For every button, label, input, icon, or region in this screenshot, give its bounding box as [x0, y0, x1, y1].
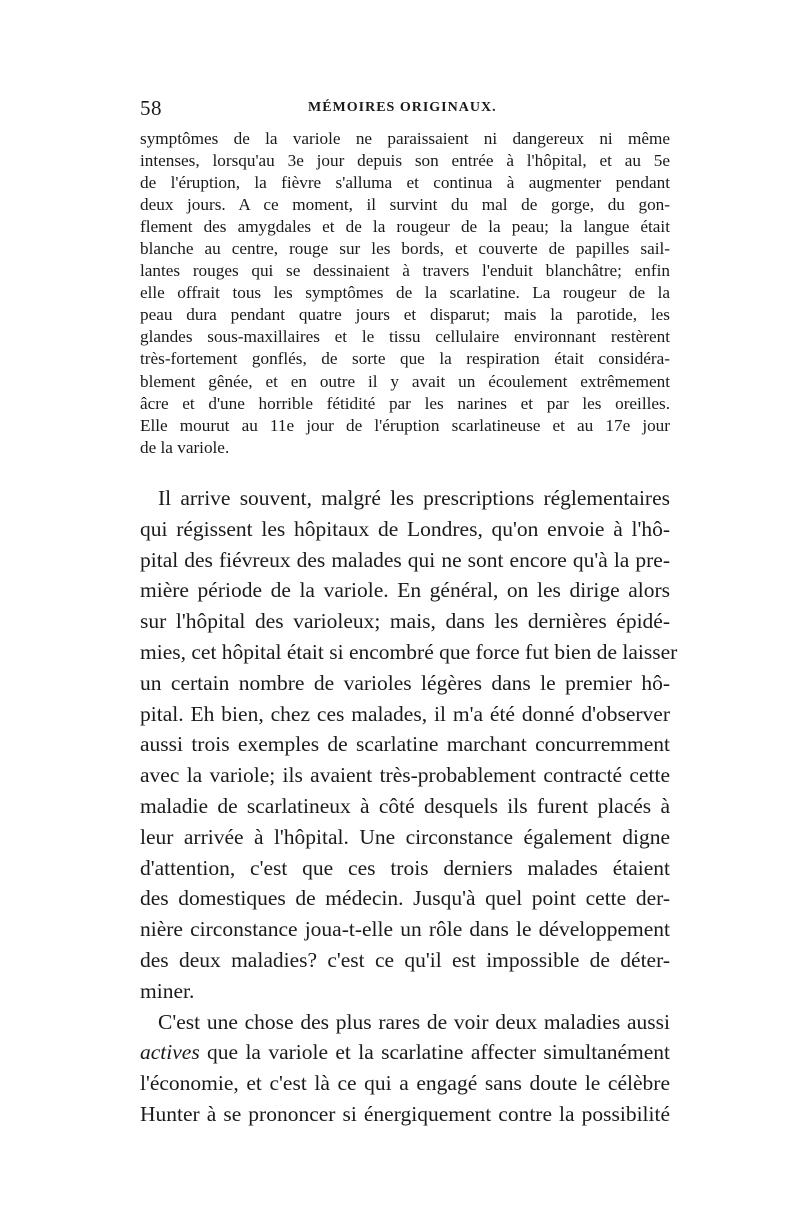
text-line: mies, cet hôpital était si encombré que force fut bien de laisser: [140, 639, 678, 664]
text-line: Hunter à se prononcer si énergiquement contre la possibilité: [140, 1101, 670, 1126]
text-line: deux jours. A ce moment, il survint du mal de gorge, du gon-: [140, 195, 670, 215]
text-line: sur l'hôpital des varioleux; mais, dans les dernières épidé-: [140, 609, 670, 634]
text-line: elle offrait tous les symptômes de la scarlatine. La rougeur de la: [140, 283, 670, 303]
text-line: Il arrive souvent, malgré les prescriptions réglementaires: [158, 486, 670, 510]
text-line: aussi trois exemples de scarlatine marchant concurremment: [140, 732, 670, 757]
page-number: 58: [140, 96, 162, 120]
paragraph-hunter: [140, 1007, 670, 1130]
case-report-paragraph: [140, 128, 670, 459]
text-line: l'économie, et c'est là ce qui a engagé sans doute le célèbre: [140, 1071, 670, 1096]
text-line: mière période de la variole. En général, on les dirige alors: [140, 578, 670, 603]
text-line: glandes sous-maxillaires et le tissu cellulaire environnant restèrent: [140, 327, 670, 347]
text-line: un certain nombre de varioles légères dans le premier hô-: [140, 670, 670, 695]
italic-word: actives: [140, 1040, 200, 1065]
text-line: peau dura pendant quatre jours et disparut; mais la parotide, les: [140, 305, 670, 325]
text-line: nière circonstance joua-t-elle un rôle dans le développement: [140, 917, 670, 942]
text-line: des deux maladies? c'est ce qu'il est impossible de déter-: [140, 947, 670, 972]
text-line: qui régissent les hôpitaux de Londres, qu'on envoie à l'hô-: [140, 516, 670, 541]
text-line: des domestiques de médecin. Jusqu'à quel point cette der-: [140, 886, 670, 911]
text-line: pital. Eh bien, chez ces malades, il m'a été donné d'observer: [140, 701, 670, 726]
running-head: MÉMOIRES ORIGINAUX.: [308, 100, 497, 115]
text-line: miner.: [140, 978, 195, 1003]
text-fragment: que la variole et la scarlatine affecter simultanément: [199, 1040, 670, 1065]
text-line: symptômes de la variole ne paraissaient ni dangereux ni même: [140, 129, 670, 148]
text-line: de la variole.: [140, 437, 230, 457]
text-line: blement gênée, et en outre il y avait un écoulement extrêmement: [140, 371, 670, 391]
text-line: intenses, lorsqu'au 3e jour depuis son entrée à l'hôpital, et au 5e: [140, 151, 670, 171]
text-line: âcre et d'une horrible fétidité par les narines et par les oreilles.: [140, 393, 670, 413]
text-line: avec la variole; ils avaient très-probablement contracté cette: [140, 763, 670, 788]
text-line: leur arrivée à l'hôpital. Une circonstance également digne: [140, 824, 670, 849]
text-line: C'est une chose des plus rares de voir deux maladies aussi: [158, 1009, 670, 1034]
text-line: blanche au centre, rouge sur les bords, et couverte de papilles sail-: [140, 239, 670, 259]
text-line: lantes rouges qui se dessinaient à travers l'enduit blanchâtre; enfin: [140, 261, 670, 281]
body-text: [140, 483, 678, 1130]
text-line: Elle mourut au 11e jour de l'éruption scarlatineuse et au 17e jour: [140, 415, 670, 435]
text-line: maladie de scarlatineux à côté desquels ils furent placés à: [140, 793, 670, 818]
text-line: de l'éruption, la fièvre s'alluma et continua à augmenter pendant: [140, 173, 670, 193]
paragraph-london-hospitals: [140, 483, 678, 1007]
text-line: flement des amygdales et de la rougeur de la peau; la langue était: [140, 217, 670, 237]
page-header: [140, 96, 670, 120]
text-line: pital des fiévreux des malades qui ne sont encore qu'à la pre-: [140, 547, 670, 572]
text-line: très-fortement gonflés, de sorte que la respiration était considéra-: [140, 349, 670, 369]
text-line: d'attention, c'est que ces trois derniers malades étaient: [140, 855, 670, 880]
text-line: [140, 1037, 670, 1068]
